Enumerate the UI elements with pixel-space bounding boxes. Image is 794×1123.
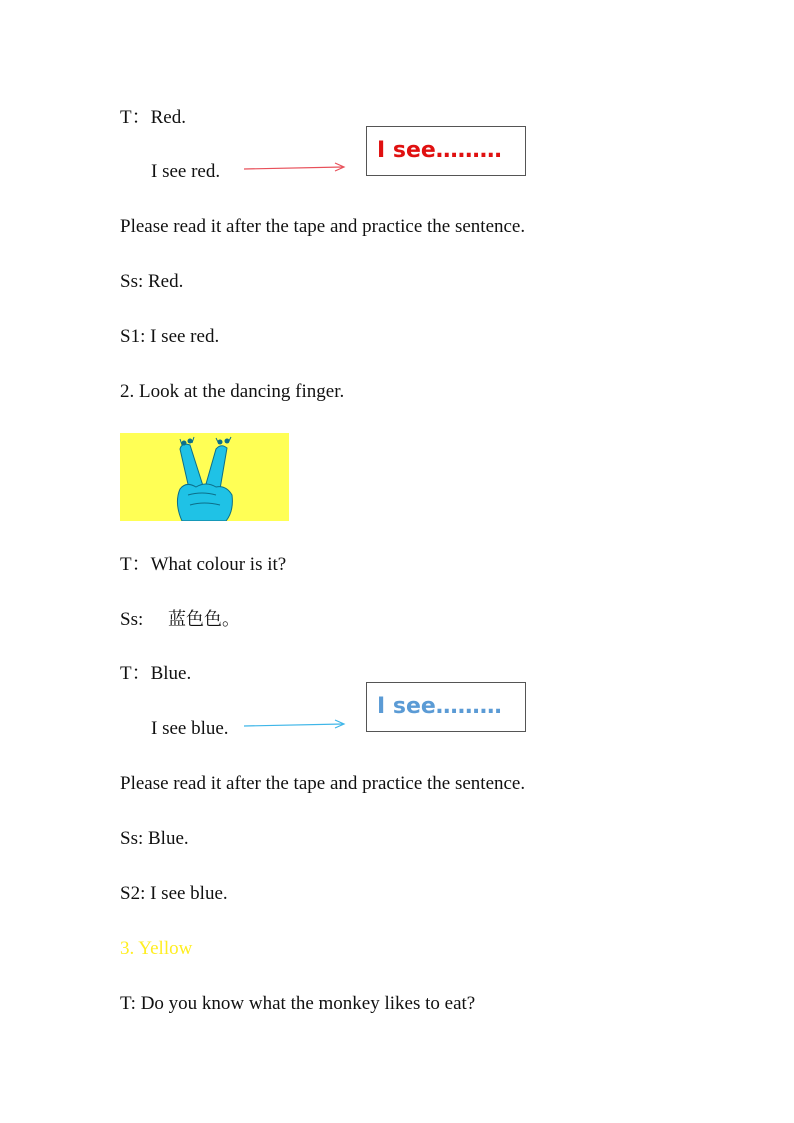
step-3-heading: 3. Yellow <box>120 938 193 959</box>
dancing-finger-image <box>120 433 289 521</box>
red-box-text: I see……… <box>377 138 502 163</box>
t-question-line: T：What colour is it? <box>120 554 287 575</box>
ss-blue-line: Ss: Blue. <box>120 828 189 849</box>
step-2-heading: 2. Look at the dancing finger. <box>120 381 345 402</box>
blue-box-text: I see……… <box>377 694 502 719</box>
t-blue-line: T：Blue. <box>120 663 192 684</box>
ss-red-line: Ss: Red. <box>120 271 184 292</box>
red-arrow-icon <box>243 160 347 176</box>
red-sentence-box <box>366 126 526 176</box>
i-see-red-line: I see red. <box>151 161 221 182</box>
blue-arrow-icon <box>243 716 347 732</box>
read-instruction-2: Please read it after the tape and practice the sentence. <box>120 773 526 794</box>
t-monkey-line: T: Do you know what the monkey likes to eat? <box>120 993 476 1014</box>
i-see-blue-line: I see blue. <box>151 718 229 739</box>
s1-line: S1: I see red. <box>120 326 220 347</box>
ss-cn-answer: 蓝色色。 <box>168 609 240 630</box>
t-red-line: T：Red. <box>120 107 186 128</box>
ss-cn-label: Ss: <box>120 609 144 630</box>
blue-sentence-box <box>366 682 526 732</box>
read-instruction-1: Please read it after the tape and practice the sentence. <box>120 216 526 237</box>
s2-line: S2: I see blue. <box>120 883 228 904</box>
